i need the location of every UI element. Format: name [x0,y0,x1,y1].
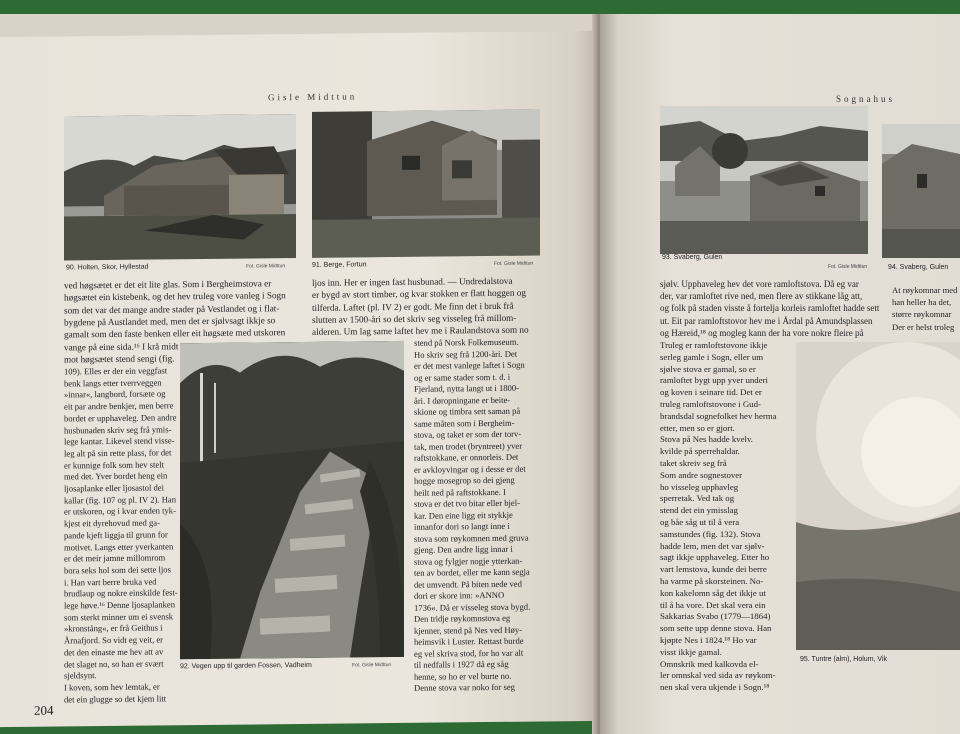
right-edge-column: At røykomnar med han heller ha det, større røykomnar Der er helst troleg [892,285,958,332]
right-page [600,14,960,734]
column-1-top: ved høgsætet er det eit lite glas. Som i Bergheimstova er høgsætet ein kistebenk, og det hev truleg vore vanleg i Sogn som det var det mange andre stader på Vestlandet og i flat- bygdene på Austlandet med, men det er sjølvsagt ikkje so gamalt som den faste benken eller eit høgsæte med utskoren vange på eine sida.¹⁶ I krå midt mot høgsætet stend sengi (fig. [64,278,286,365]
credit-fig-91: Fot. Gisle Midttun [494,260,534,267]
page-number: 204 [34,702,54,718]
credit-fig-92: Fot. Gisle Midttun [352,662,392,669]
photo-svaberg-stone-wall [882,124,960,258]
column-1-narrow: 109). Elles er der ein veggfast benk langs etter tverrveggen »innar«, langbord, forsæte og eit par andre benkjer, men berre bordet er upphaveleg. Den andre husbunaden skriv seg frå ymis- lege kantar. Likevel stend visse- leg alt på sin rette plass, for det er kunnige folk som hev stelt med det. Yver bordet heng ein ljosaplanke eller ljosastol dei kallar (fig. 107 og pl. IV 2). Han er utskoren, og i kvar enden tyk- kjest eit dyrehovud med ga- pande kjeft liggja til grunn for motivet. Langs etter yverkanten er det meir jamne millomrom bora seks hol som dei sette ljos i. Han vart berre bruka ved brudlaup og nokre einskilde fest- lege høve.¹⁶ Denne ljosaplanken som sterkt minner um ei svensk »kronstång«, er frå Geithus i Årnafjord. So vidt eg veit, er det den einaste me hev att av det slaget no, so han er svært sjeldsynt. I koven, som hev lemtak, er det ein glugge so det kjem litt [64,365,178,705]
left-page [0,31,600,727]
credit-fig-90: Fot. Gisle Midttun [246,263,286,270]
caption-fig-94: 94. Svaberg, Gulen [888,264,949,271]
photo-tuntre-elm [796,342,960,650]
right-column-top: sjølv. Upphaveleg hev det vore ramloftstova. Då eg var der, var ramloftet rive ned, men flere av stikkane låg att, og folk på staden visste å fortelja korleis ramloftet hadde sett ut. Eit par ramloftstovor hev me i Årdal på Amundsplassen og Hæreid,¹⁸ og mogleg kann der ha vore nokre fleire på [660,279,880,338]
column-2-top: ljos inn. Her er ingen fast husbunad. — Undredalstova er bygd av stort timber, og kvar stokken er flatt hoggen og tilferda. Laftet (pl. IV 2) er godt. Me finn det i bruk frå slutten av 1500-åri so det skriv seg visseleg frå millom- alderen. Um lag same laftet hev me i Raulandstova som no [312,275,529,338]
running-head-author: Gisle Midttun [268,91,358,103]
photo-svaberg-stone-house [660,106,868,254]
caption-fig-92: 92. Vegen upp til garden Fossen, Vadheim [180,661,312,671]
photo-berge-house [312,109,540,257]
credit-fig-93: Fot. Gisle Midttun [828,264,868,270]
photo-road-to-fossen [180,341,404,659]
caption-fig-91: 91. Berge, Fortun [312,261,367,269]
right-column-narrow: Truleg er ramloftstovone ikkje serleg gamle i Sogn, eller um sjølve stova er gamal, so er ramloftet bygt upp yver underi og koven i seinare tid. Det er truleg ramloftstovone i Gud- brandsdal sognefolket hev herma etter, men so er gjort. Stova på Nes hadde kvelv. kvilde på sperrehaldar. taket skreiv seg frå Som andre sognestover ho visseleg upphavleg sperretak. Ved tak og stend det ein ymisslag og båe såg ut til å vera samstundes (fig. 132). Stova hadde lem, men det var sjølv- sagt ikkje upphaveleg. Etter ho vart lemstova, kunde dei berre ha varme på skorsteinen. No- kon kakelomn såg det ikkje ut til å ha vore. Det skal vera ein Sakkarias Svabo (1779—1864) som sette upp denne stova. Han kjøpte Nes i 1824.¹⁸ Ho var visst ikkje gamal. Omnskrik med kalkovda el- ler omnskal ved sida av røykom- nen skal vera ukjende i Sogn.¹⁸ [660,340,777,693]
column-2-narrow: stend på Norsk Folkemuseum. Ho skriv seg frå 1200-åri. Det er det mest vanlege laftet i Sogn og er same stader som t. d. i Fjerland, nytta langt ut i 1800- åri. I døropningane er beite- skione og timbra sett saman på same måten som i Bergheim- stova, og taket er som der torv- tak, men trodet (bryntreet) yver raftstokkane, er onnorleis. Det er avkloyvingar og i desse er det hogge mosegrop so dei gjeng heilt ned på raftstokkane. I stova er det tvo bitar eller bjel- kar. Den eine ligg eit stykkje innanfor dori so langt inne i stova som røykomnen med gruva gjeng. Den andre ligg innar i stova og fylgjer nogje ytterkan- ten av bordet, eller me kann segja det umvendt. På biten nede ved dori er skore inn: »ANNO 1736«. Då er visseleg stova bygd. Den tridje røykomnstova eg kjenner, stend på Nes ved Høy- heimsvik i Luster. Rettast burde eg vel skriva stod, for ho var alt til nedfalls i 1927 då eg såg henne, so ho er vel burte no. Denne stova var noko for seg [414,336,531,693]
caption-fig-90: 90. Holten, Skor, Hyllestad [66,263,149,272]
photo-holten-farmhouse [64,114,296,260]
running-head-title: Sognahus [836,94,896,104]
open-book [0,14,960,720]
caption-fig-93: 93. Svaberg, Gulen [662,254,723,261]
caption-fig-95: 95. Tuntre (alm), Holum, Vik [800,656,888,663]
